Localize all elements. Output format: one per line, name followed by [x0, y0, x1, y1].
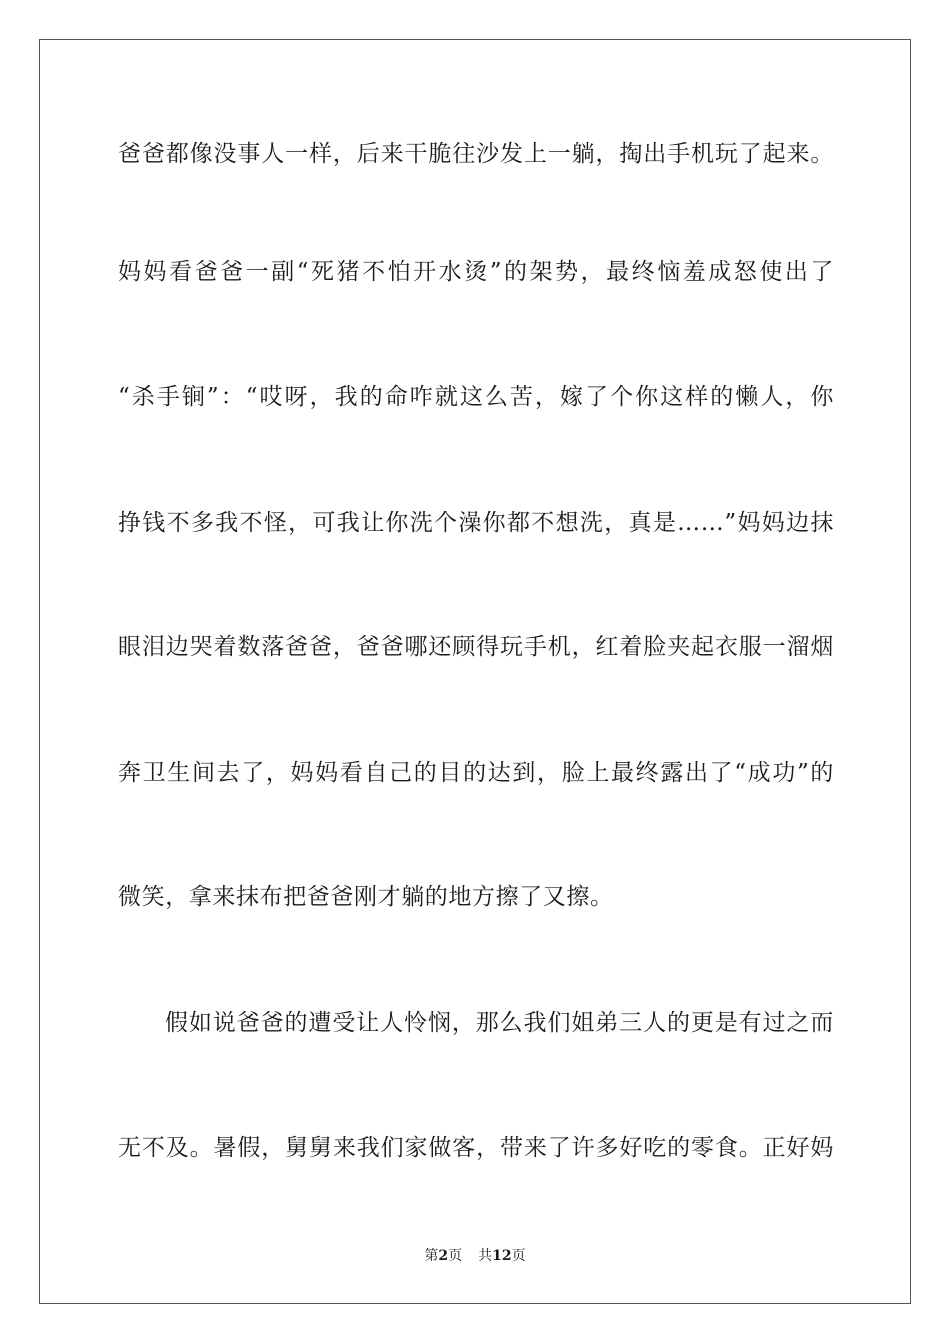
- body-text-line-8: 假如说爸爸的遭受让人怜悯，那么我们姐弟三人的更是有过之而: [165, 1010, 834, 1036]
- body-text-line-5: 眼泪边哭着数落爸爸，爸爸哪还顾得玩手机，红着脸夹起衣服一溜烟: [118, 634, 834, 660]
- footer-total-suffix: 页: [511, 1248, 526, 1264]
- body-text-line-4: 挣钱不多我不怪，可我让你洗个澡你都不想洗，真是……”妈妈边抹: [118, 510, 834, 536]
- footer-total-prefix: 共: [478, 1248, 493, 1264]
- footer-page-number: 2: [438, 1248, 449, 1264]
- page-footer: [0, 1247, 950, 1265]
- footer-page-prefix: 第: [424, 1248, 439, 1264]
- body-text-line-3: “杀手锏”：“哎呀，我的命咋就这么苦，嫁了个你这样的懒人，你: [118, 384, 834, 410]
- body-text-line-2: 妈妈看爸爸一副“死猪不怕开水烫”的架势，最终恼羞成怒使出了: [118, 259, 834, 285]
- footer-total-pages: 12: [492, 1248, 512, 1264]
- body-text-line-1: 爸爸都像没事人一样，后来干脆往沙发上一躺，掏出手机玩了起来。: [118, 141, 834, 167]
- body-text-line-7: 微笑，拿来抹布把爸爸刚才躺的地方擦了又擦。: [118, 884, 614, 910]
- body-text-line-9: 无不及。暑假，舅舅来我们家做客，带来了许多好吃的零食。正好妈: [118, 1135, 834, 1161]
- body-text-line-6: 奔卫生间去了，妈妈看自己的目的达到，脸上最终露出了“成功”的: [118, 760, 834, 786]
- page-border: [39, 39, 911, 1304]
- footer-page-suffix: 页: [448, 1248, 463, 1264]
